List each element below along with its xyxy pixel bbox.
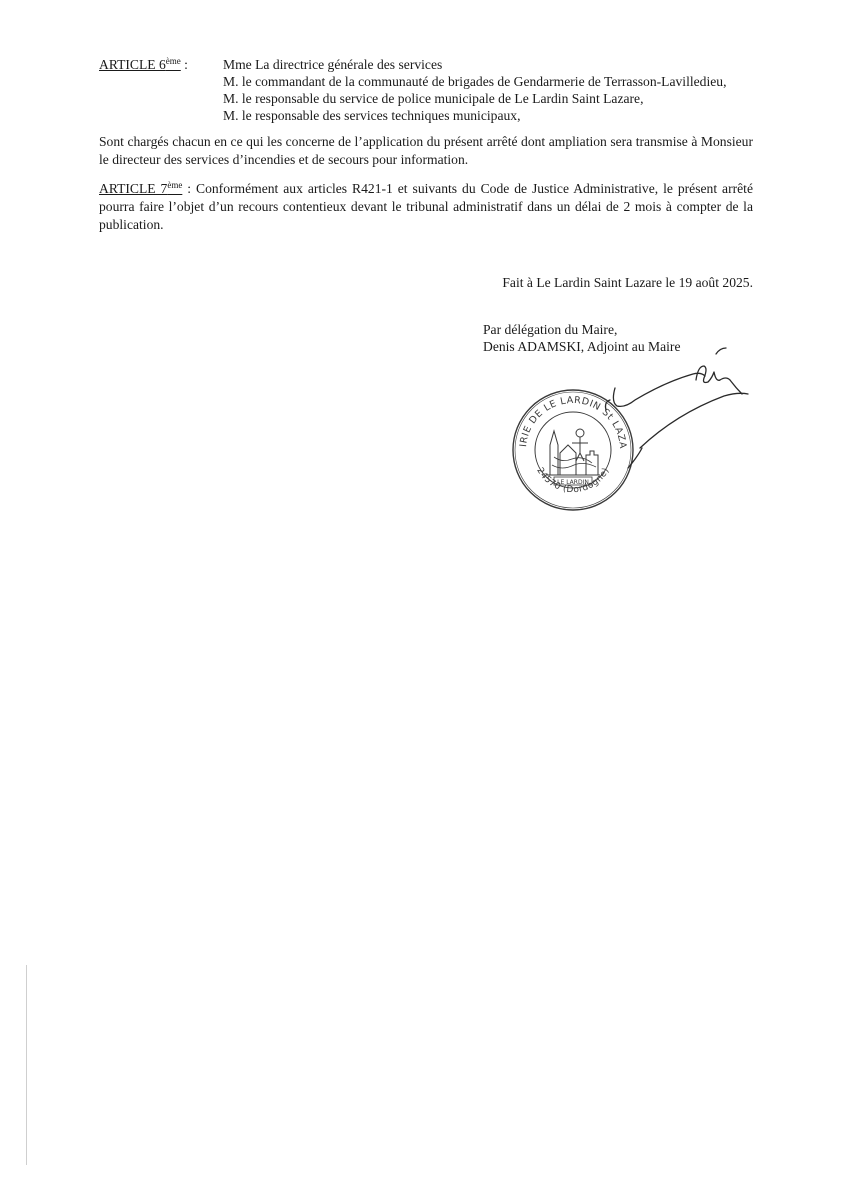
stamp-banner-text: LE LARDIN [557,479,589,486]
article-7-text: : Conformément aux articles R421-1 et suivants du Code de Justice Administrative, le présent arrêté pourra faire l’objet d’un recours contentieux devant le tribunal administratif dans un délai de 2 mois à compter de la publication. [99,181,753,232]
recipient-item: M. le responsable des services techniques municipaux, [223,108,521,123]
recipient-item: M. le commandant de la communauté de brigades de Gendarmerie de Terrasson-Lavilledieu, [223,74,727,89]
recipient-item: Mme La directrice générale des services [223,57,443,72]
signature-icon [580,340,760,470]
handwritten-signature [580,340,760,470]
article-6-colon: : [180,57,188,72]
article-6-charge-paragraph: Sont chargés chacun en ce qui les concerne de l’application du présent arrêté dont ampliation sera transmise à Monsieur le directeur des services d’incendies et de secours pour information. [99,134,753,167]
recipient-item: M. le responsable du service de police municipale de Le Lardin Saint Lazare, [223,91,644,106]
stamp-bottom-text: 24570 (Dordogne) [534,466,612,496]
delegation-line: Par délégation du Maire, [483,322,618,337]
article-6-heading [99,56,188,74]
article-7-paragraph [99,180,753,234]
signatory-line: Denis ADAMSKI, Adjoint au Maire [483,339,681,354]
article-7-label: ARTICLE 7ème [99,180,183,196]
article-6-label: ARTICLE 6ème [99,56,181,72]
stamp-outer-text: IRIE DE LE LARDIN St LAZA [518,394,629,450]
place-date: Fait à Le Lardin Saint Lazare le 19 août 2025. [502,275,753,290]
scan-margin-line [26,965,27,1165]
